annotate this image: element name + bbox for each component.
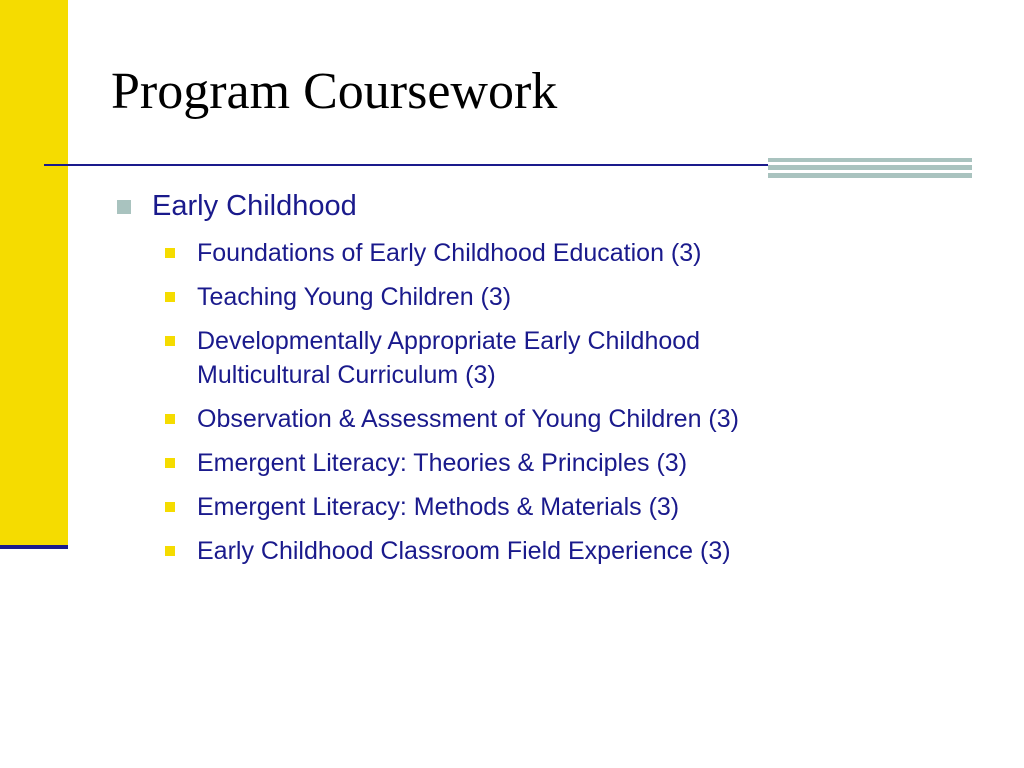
list-item [165,402,1005,436]
square-bullet-icon [117,200,131,214]
accent-stripe [768,170,972,173]
course-label: Observation & Assessment of Young Children (3) [197,405,739,433]
section-label: Early Childhood [152,190,357,222]
square-bullet-icon [165,248,175,258]
section-heading [117,190,357,223]
left-accent-bar [0,0,68,545]
square-bullet-icon [165,292,175,302]
course-label: Teaching Young Children (3) [197,283,512,311]
list-item [165,446,1005,480]
title-accent-block [768,158,972,178]
course-label: Emergent Literacy: Methods & Materials (3) [197,493,680,521]
list-item [165,534,1005,568]
accent-stripe [768,162,972,165]
course-label: Developmentally Appropriate Early Childhood Multicultural Curriculum (3) [197,327,701,389]
course-label: Foundations of Early Childhood Education (3) [197,239,702,267]
list-item [165,236,1005,270]
list-item [165,490,1005,524]
square-bullet-icon [165,336,175,346]
square-bullet-icon [165,414,175,424]
slide-title: Program Coursework [111,63,558,120]
course-label: Emergent Literacy: Theories & Principles (3) [197,449,688,477]
square-bullet-icon [165,458,175,468]
course-list [165,236,1005,578]
list-item [165,324,1005,392]
left-accent-underline [0,545,68,549]
course-label: Early Childhood Classroom Field Experience (3) [197,537,731,565]
list-item [165,280,1005,314]
square-bullet-icon [165,502,175,512]
square-bullet-icon [165,546,175,556]
title-divider [44,164,769,166]
